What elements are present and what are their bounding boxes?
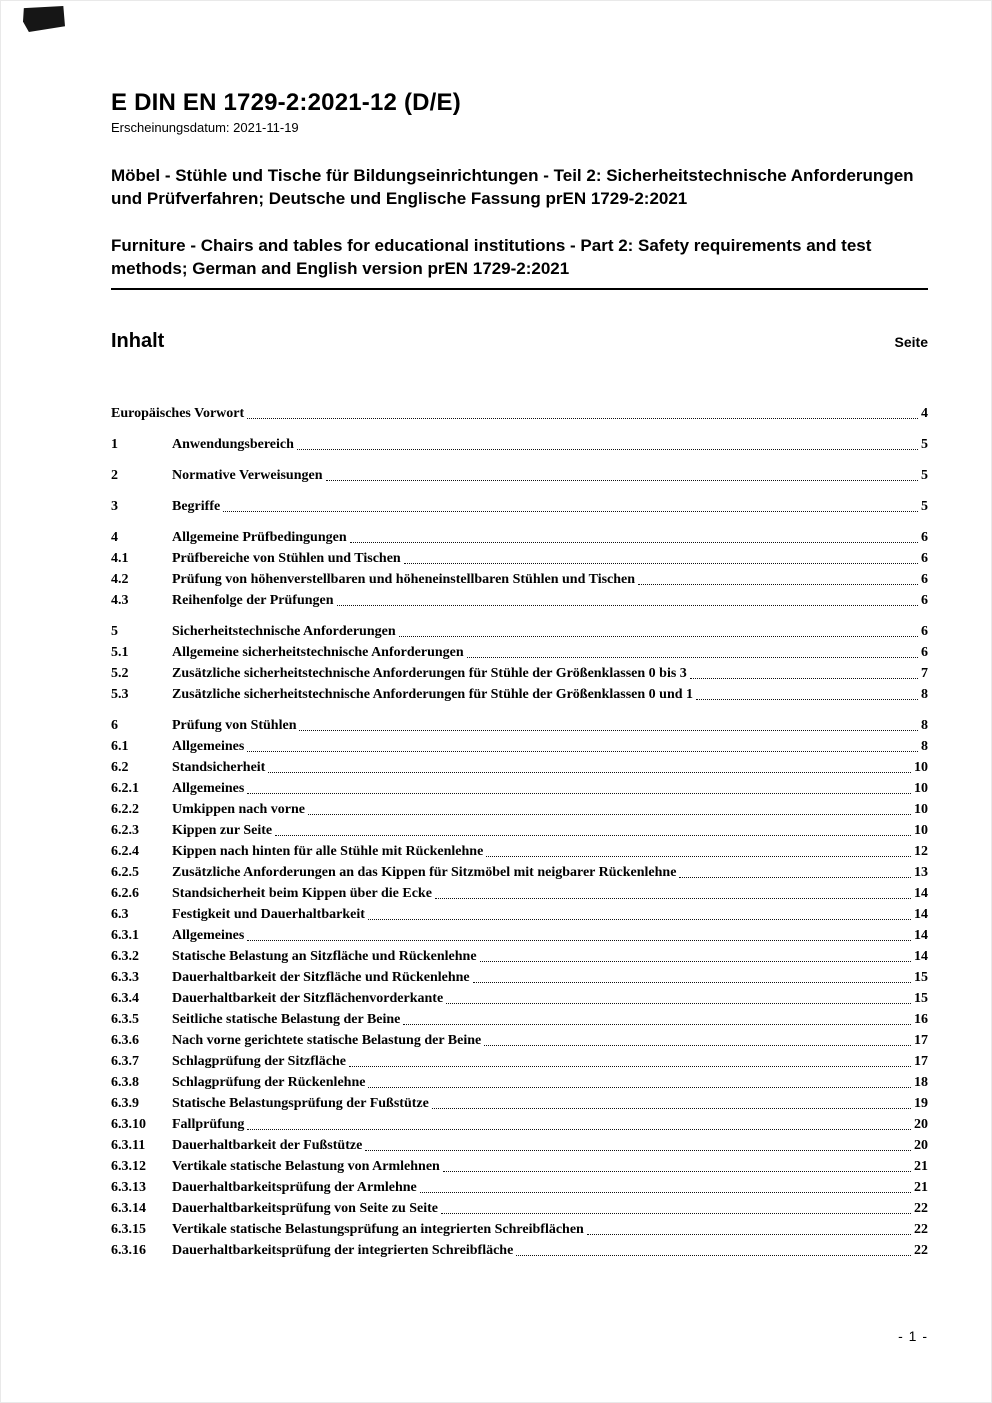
document-header	[111, 89, 928, 290]
toc-entry-label: Kippen nach hinten für alle Stühle mit Rückenlehne	[172, 843, 484, 859]
toc-entry	[111, 663, 928, 684]
header-divider-line	[111, 288, 928, 290]
toc-entry-page: 8	[921, 717, 928, 733]
toc-dot-leader	[486, 856, 911, 857]
toc-entry	[111, 883, 928, 904]
toc-dot-leader	[690, 678, 918, 679]
toc-entry-label: Schlagprüfung der Sitzfläche	[172, 1053, 346, 1069]
toc-dot-leader	[308, 814, 911, 815]
toc-entry	[111, 862, 928, 883]
toc-entry-number: 6.3.12	[111, 1158, 146, 1174]
toc-entry-page: 6	[921, 592, 928, 608]
toc-entry-page: 13	[914, 864, 928, 880]
toc-entry-page: 15	[914, 969, 928, 985]
toc-dot-leader	[247, 418, 918, 419]
toc-entry	[111, 904, 928, 925]
toc-entry	[111, 757, 928, 778]
toc-entry-page: 6	[921, 529, 928, 545]
toc-entry-number: 6.3.16	[111, 1242, 146, 1258]
toc-entry-number: 5.1	[111, 644, 129, 660]
toc-entry-page: 22	[914, 1221, 928, 1237]
toc-entry-number: 6.3.9	[111, 1095, 139, 1111]
toc-dot-leader	[326, 480, 919, 481]
toc-entry-page: 19	[914, 1095, 928, 1111]
toc-entry-page: 12	[914, 843, 928, 859]
toc-dot-leader	[473, 982, 911, 983]
toc-entry-page: 22	[914, 1242, 928, 1258]
toc-entry	[111, 684, 928, 705]
toc-entry-label: Seitliche statische Belastung der Beine	[172, 1011, 401, 1027]
toc-entry-label: Vertikale statische Belastungsprüfung an integrierten Schreibflächen	[172, 1221, 584, 1237]
toc-dot-leader	[484, 1045, 911, 1046]
toc-entry-number: 6.3.6	[111, 1032, 139, 1048]
toc-entry	[111, 434, 928, 455]
toc-entry-label: Zusätzliche Anforderungen an das Kippen für Sitzmöbel mit neigbarer Rückenlehne	[172, 864, 677, 880]
toc-entry-page: 10	[914, 801, 928, 817]
toc-entry-page: 18	[914, 1074, 928, 1090]
toc-entry-page: 15	[914, 990, 928, 1006]
toc-entry	[111, 465, 928, 486]
toc-entry-label: Anwendungsbereich	[172, 436, 294, 452]
toc-entry-label: Standsicherheit beim Kippen über die Ecke	[172, 885, 432, 901]
toc-entry-page: 14	[914, 927, 928, 943]
toc-entry-page: 22	[914, 1200, 928, 1216]
toc-entry	[111, 841, 928, 862]
document-title-german: Möbel - Stühle und Tische für Bildungseinrichtungen - Teil 2: Sicherheitstechnische Anforderungen und Prüfverfahren; Deutsche und Englische Fassung prEN 1729-2:2021	[111, 166, 914, 208]
toc-heading-row	[111, 330, 928, 353]
toc-entry-label: Zusätzliche sicherheitstechnische Anforderungen für Stühle der Größenklassen 0 bis 3	[172, 665, 687, 681]
toc-entry-page: 10	[914, 759, 928, 775]
toc-entry-page: 14	[914, 885, 928, 901]
toc-entry-number: 5.3	[111, 686, 129, 702]
toc-entry-label: Allgemeine sicherheitstechnische Anforderungen	[172, 644, 464, 660]
toc-dot-leader	[432, 1108, 911, 1109]
toc-entry	[111, 1051, 928, 1072]
toc-entry	[111, 988, 928, 1009]
toc-entry-number: 2	[111, 467, 118, 483]
toc-entry	[111, 642, 928, 663]
toc-entry-number: 6.3.3	[111, 969, 139, 985]
toc-entry-label: Dauerhaltbarkeit der Sitzflächenvorderkante	[172, 990, 444, 1006]
toc-entry	[111, 1156, 928, 1177]
toc-entry-page: 14	[914, 948, 928, 964]
toc-entry	[111, 496, 928, 517]
toc-entry-page: 21	[914, 1179, 928, 1195]
toc-entry-label: Dauerhaltbarkeit der Sitzfläche und Rückenlehne	[172, 969, 470, 985]
toc-entry-page: 6	[921, 623, 928, 639]
toc-dot-leader	[399, 636, 918, 637]
toc-entry-number: 6.3.2	[111, 948, 139, 964]
toc-dot-leader	[638, 584, 918, 585]
toc-entry-number: 6.3.14	[111, 1200, 146, 1216]
toc-entry-number: 6.3.13	[111, 1179, 146, 1195]
toc-entry-label: Dauerhaltbarkeitsprüfung von Seite zu Seite	[172, 1200, 438, 1216]
toc-entry-label: Schlagprüfung der Rückenlehne	[172, 1074, 366, 1090]
toc-entry	[111, 569, 928, 590]
toc-entry-label: Festigkeit und Dauerhaltbarkeit	[172, 906, 365, 922]
publish-date: Erscheinungsdatum: 2021-11-19	[111, 120, 299, 135]
toc-entry-number: 6.3	[111, 906, 129, 922]
toc-entry-label: Dauerhaltbarkeitsprüfung der Armlehne	[172, 1179, 417, 1195]
toc-entry-page: 7	[921, 665, 928, 681]
toc-dot-leader	[516, 1255, 911, 1256]
toc-entry-label: Zusätzliche sicherheitstechnische Anforderungen für Stühle der Größenklassen 0 und 1	[172, 686, 694, 702]
toc-group	[111, 465, 928, 486]
toc-entry	[111, 736, 928, 757]
toc-dot-leader	[350, 542, 918, 543]
toc-dot-leader	[299, 730, 918, 731]
toc-entry-label: Allgemeines	[172, 927, 245, 943]
toc-dot-leader	[247, 751, 918, 752]
toc-entry-number: 6.2.6	[111, 885, 139, 901]
toc-heading: Inhalt	[111, 329, 165, 352]
toc-entry-page: 8	[921, 738, 928, 754]
toc-entry-label: Kippen zur Seite	[172, 822, 273, 838]
toc-dot-leader	[420, 1192, 911, 1193]
toc-group	[111, 715, 928, 1261]
document-id: E DIN EN 1729-2:2021-12 (D/E)	[111, 89, 461, 116]
toc-dot-leader	[403, 1024, 911, 1025]
toc-entry-number: 1	[111, 436, 118, 452]
toc-entry	[111, 1114, 928, 1135]
toc-entry-label: Vertikale statische Belastung von Armlehnen	[172, 1158, 440, 1174]
toc-entry-number: 6.3.7	[111, 1053, 139, 1069]
toc-entry-page: 8	[921, 686, 928, 702]
toc-page-column-label: Seite	[894, 333, 928, 350]
toc-entry-label: Standsicherheit	[172, 759, 266, 775]
toc-entry-page: 21	[914, 1158, 928, 1174]
toc-entry-number: 4	[111, 529, 118, 545]
toc-group	[111, 434, 928, 455]
toc-entry	[111, 1177, 928, 1198]
toc-entry	[111, 527, 928, 548]
toc-dot-leader	[587, 1234, 911, 1235]
toc-entry-label: Prüfung von höhenverstellbaren und höheneinstellbaren Stühlen und Tischen	[172, 571, 636, 587]
toc-entry-number: 5.2	[111, 665, 129, 681]
toc-entry-label: Prüfbereiche von Stühlen und Tischen	[172, 550, 401, 566]
toc-entry-label: Reihenfolge der Prüfungen	[172, 592, 334, 608]
toc-dot-leader	[365, 1150, 911, 1151]
toc-entry-label: Fallprüfung	[172, 1116, 245, 1132]
toc-dot-leader	[275, 835, 911, 836]
toc-entry-number: 6.3.10	[111, 1116, 146, 1132]
toc-entry-number: 5	[111, 623, 118, 639]
toc-dot-leader	[446, 1003, 911, 1004]
toc-entry	[111, 946, 928, 967]
toc-entry	[111, 1072, 928, 1093]
toc-dot-leader	[441, 1213, 911, 1214]
toc-entry-label: Statische Belastungsprüfung der Fußstütze	[172, 1095, 429, 1111]
toc-entry-page: 10	[914, 822, 928, 838]
toc-entry-label: Umkippen nach vorne	[172, 801, 306, 817]
toc-entry-page: 4	[921, 405, 928, 421]
scan-corner-mark	[23, 6, 65, 32]
toc-entry-label: Normative Verweisungen	[172, 467, 323, 483]
toc-entry	[111, 1135, 928, 1156]
toc-dot-leader	[435, 898, 911, 899]
footer-page-number: - 1 -	[898, 1328, 928, 1344]
toc-dot-leader	[443, 1171, 911, 1172]
toc-entry	[111, 778, 928, 799]
toc-entry	[111, 548, 928, 569]
toc-entry-page: 5	[921, 498, 928, 514]
toc-group	[111, 403, 928, 424]
toc-list	[111, 403, 928, 1261]
toc-dot-leader	[679, 877, 911, 878]
toc-entry	[111, 715, 928, 736]
toc-entry	[111, 1219, 928, 1240]
toc-dot-leader	[247, 793, 911, 794]
toc-entry	[111, 403, 928, 424]
toc-entry	[111, 967, 928, 988]
toc-group	[111, 496, 928, 517]
toc-entry-page: 17	[914, 1032, 928, 1048]
toc-entry-page: 5	[921, 467, 928, 483]
toc-entry-number: 6.3.8	[111, 1074, 139, 1090]
toc-entry-number: 6.2.5	[111, 864, 139, 880]
toc-entry-label: Sicherheitstechnische Anforderungen	[172, 623, 396, 639]
toc-entry-page: 10	[914, 780, 928, 796]
toc-entry-number: 6.2.2	[111, 801, 139, 817]
toc-entry-label: Prüfung von Stühlen	[172, 717, 297, 733]
toc-entry-number: 6.3.15	[111, 1221, 146, 1237]
toc-entry	[111, 820, 928, 841]
toc-entry-number: 6.3.11	[111, 1137, 146, 1153]
toc-entry-label: Dauerhaltbarkeitsprüfung der integrierten Schreibfläche	[172, 1242, 514, 1258]
toc-entry-number: 6.2	[111, 759, 129, 775]
toc-entry	[111, 925, 928, 946]
toc-dot-leader	[696, 699, 918, 700]
toc-entry-page: 20	[914, 1116, 928, 1132]
toc-entry-number: 6.2.3	[111, 822, 139, 838]
toc-entry	[111, 1240, 928, 1261]
document-title-english: Furniture - Chairs and tables for educational institutions - Part 2: Safety requirements and test methods; German and English version prEN 1729-2:2021	[111, 235, 872, 278]
toc-dot-leader	[368, 1087, 911, 1088]
toc-entry	[111, 621, 928, 642]
toc-dot-leader	[247, 1129, 911, 1130]
toc-entry-number: 6.2.4	[111, 843, 139, 859]
toc-entry-page: 6	[921, 550, 928, 566]
toc-entry	[111, 1198, 928, 1219]
toc-dot-leader	[223, 511, 918, 512]
toc-dot-leader	[368, 919, 911, 920]
toc-entry-number: 6.1	[111, 738, 129, 754]
toc-entry-page: 14	[914, 906, 928, 922]
toc-dot-leader	[268, 772, 911, 773]
toc-entry-number: 4.1	[111, 550, 129, 566]
toc-dot-leader	[349, 1066, 911, 1067]
toc-group	[111, 621, 928, 705]
toc-entry-number: 6.3.4	[111, 990, 139, 1006]
toc-entry-label: Europäisches Vorwort	[111, 405, 245, 421]
toc-dot-leader	[467, 657, 918, 658]
toc-entry-page: 6	[921, 571, 928, 587]
toc-entry-label: Allgemeine Prüfbedingungen	[172, 529, 347, 545]
toc-entry	[111, 1009, 928, 1030]
toc-entry	[111, 590, 928, 611]
toc-entry-page: 16	[914, 1011, 928, 1027]
toc-entry-page: 20	[914, 1137, 928, 1153]
toc-entry	[111, 1093, 928, 1114]
toc-entry-page: 17	[914, 1053, 928, 1069]
toc-entry-number: 6.3.5	[111, 1011, 139, 1027]
toc-entry	[111, 799, 928, 820]
toc-dot-leader	[337, 605, 918, 606]
toc-entry-page: 5	[921, 436, 928, 452]
toc-entry-number: 6	[111, 717, 118, 733]
toc-entry-page: 6	[921, 644, 928, 660]
toc-entry-number: 3	[111, 498, 118, 514]
toc-entry-number: 6.3.1	[111, 927, 139, 943]
toc-entry	[111, 1030, 928, 1051]
toc-group	[111, 527, 928, 611]
toc-entry-number: 4.3	[111, 592, 129, 608]
toc-entry-label: Dauerhaltbarkeit der Fußstütze	[172, 1137, 363, 1153]
toc-dot-leader	[247, 940, 911, 941]
toc-entry-number: 6.2.1	[111, 780, 139, 796]
toc-dot-leader	[480, 961, 911, 962]
toc-entry-label: Nach vorne gerichtete statische Belastung der Beine	[172, 1032, 482, 1048]
toc-entry-label: Statische Belastung an Sitzfläche und Rückenlehne	[172, 948, 477, 964]
toc-dot-leader	[404, 563, 918, 564]
toc-dot-leader	[297, 449, 918, 450]
toc-entry-label: Allgemeines	[172, 780, 245, 796]
toc-entry-label: Begriffe	[172, 498, 221, 514]
toc-entry-label: Allgemeines	[172, 738, 245, 754]
toc-entry-number: 4.2	[111, 571, 129, 587]
